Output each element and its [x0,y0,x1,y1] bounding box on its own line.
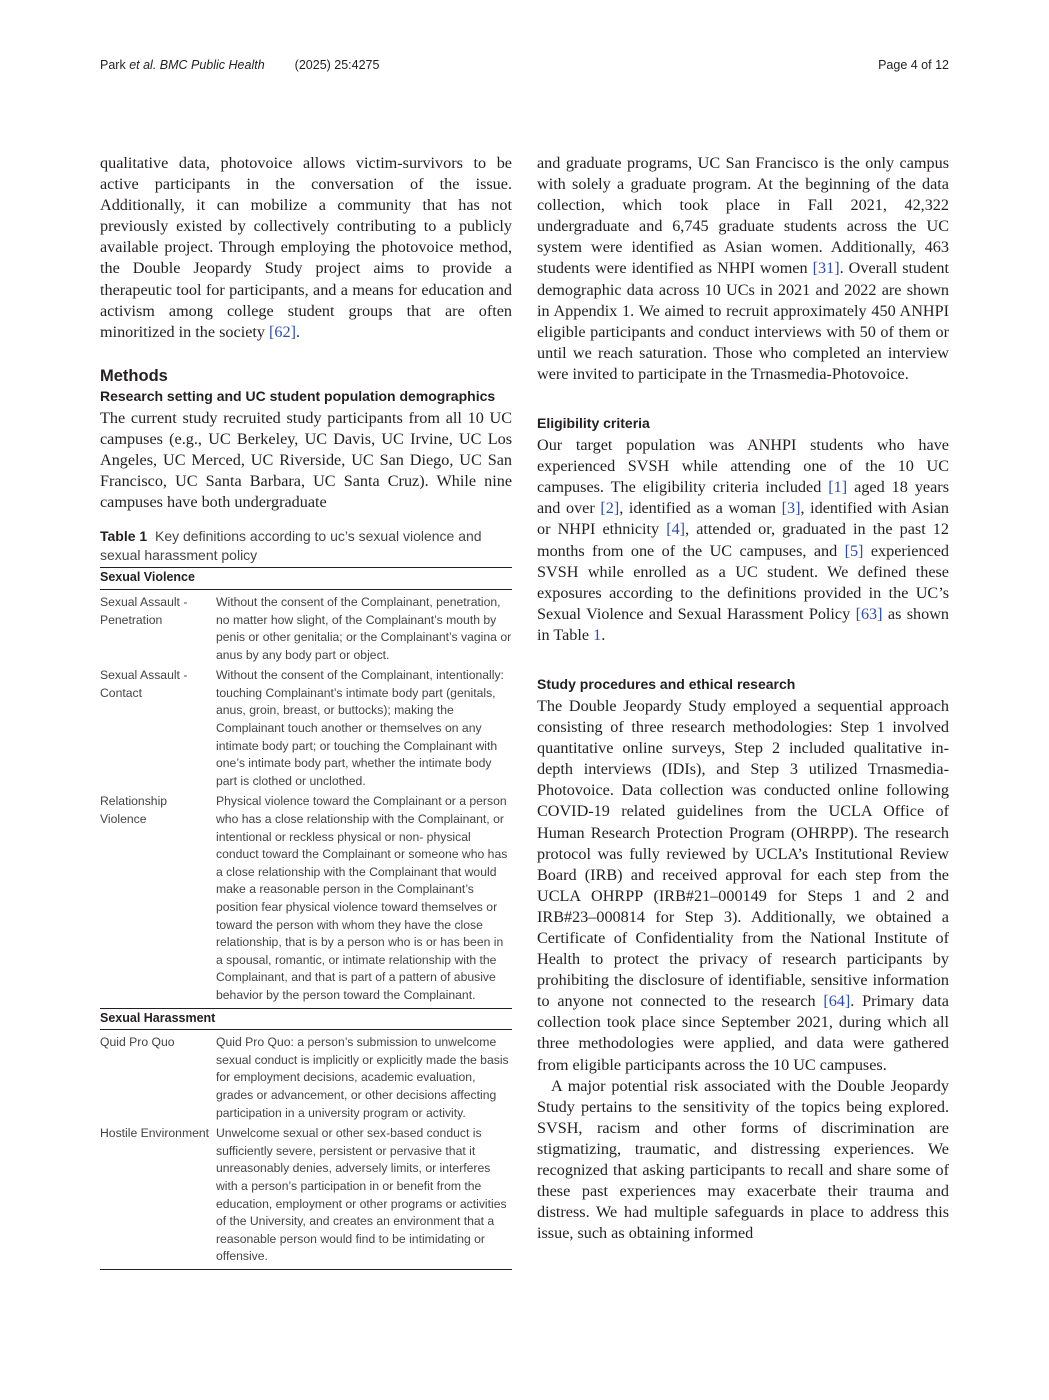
table-definition: Without the consent of the Complainant, penetration, no matter how slight, of the Complainant’s mouth by penis or other genitalia; or the Complainant’s vagina or anus by any body part or object. [216,594,512,662]
header-citation [100,58,379,72]
table-group-row [100,1008,512,1030]
table-row [100,1125,512,1269]
citation-link[interactable]: [1] [828,478,848,497]
citation-link[interactable]: [64] [823,992,851,1011]
citation-link[interactable]: [31] [812,259,840,278]
table-definition: Physical violence toward the Complainant or a person who has a close relationship with the Complainant, or intentional or reckless physical or non- physical conduct toward the Complainant or someone who has a close relationship with the Complainant that would make a reasonable person in the Complainant’s position fear physical violence toward themselves or toward the person with whom they have the close relationship, that is by a person who is or has been in a spousal, romantic, or intimate relationship with the Complainant, and that is part of a pattern of abusive behavior by the person toward the Complainant. [216,794,508,1002]
citation-link[interactable]: [62] [269,322,296,341]
page-number: Page 4 of 12 [878,58,949,72]
citation-link[interactable]: [4] [666,520,686,539]
eligibility-heading: Eligibility criteria [537,415,650,432]
table-definition: Quid Pro Quo: a person’s submission to unwelcome sexual conduct is implicitly or explicitly made the basis for employment decisions, academic evaluation, grades or advancement, or other decisions affecting participation in a university program or activity. [216,1035,509,1120]
demographics-paragraph: and graduate programs, UC San Francisco is the only campus with solely a graduate program. At the beginning of the data collection, which took place in Fall 2021, 42,322 undergraduate and 6,745 graduate students across the UC system were identified as Asian women. Additionally, 463 students were identified as NHPI women [31]. Overall student demographic data across 10 UCs in 2021 and 2022 are shown in Appendix 1. We aimed to recruit approximately 450 ANHPI eligible participants and conduct interviews with 50 of them or until we reach saturation. Those who completed an interview were invited to participate in the Trnasmedia-Photovoice. [537,154,949,383]
table-row [100,667,512,793]
header-journal: et al. BMC Public Health [129,58,265,72]
table-caption [100,527,512,565]
citation-link[interactable]: [63] [855,604,883,623]
table-group-row [100,568,512,590]
citation-link[interactable]: [3] [781,499,801,518]
table-term: Hostile Environment [100,1126,210,1141]
table-term: Quid Pro Quo [100,1035,175,1050]
table-group-heading: Sexual Violence [100,568,512,590]
risk-paragraph: A major potential risk associated with the Double Jeopardy Study pertains to the sensitivity of the topics being explored. SVSH, racism and other forms of discrimination are stigmatizing, traumatic, and distressing experiences. We recognized that asking participants to recall and share some of these past experiences may exacerbate their trauma and distress. We had multiple safeguards in place to address this issue, such as obtaining informed [537,1076,949,1243]
table-term: Sexual Assault - Contact [100,668,188,700]
table-term: Relationship Violence [100,794,168,827]
table-caption-text: Key definitions according to uc’s sexual violence and sexual harassment policy [100,528,482,564]
methods-heading: Methods [100,366,168,385]
right-column [537,153,949,1244]
procedures-heading: Study procedures and ethical research [537,675,796,692]
table-term: Sexual Assault - Penetration [100,594,188,627]
table-row [100,1030,512,1125]
header-volume: (2025) 25:4275 [294,58,380,72]
left-column [100,153,512,1270]
procedures-paragraph: The Double Jeopardy Study employed a sequential approach consisting of three research methodologies: Step 1 involved quantitative online surveys, Step 2 included qualitative in-depth interviews (IDIs), and Step 3 utilized Trnasmedia-Photovoice. Data collection was conducted online following COVID-19 related guidelines from the UCLA Office of Human Research Protection Program (OHRPP). The research protocol was fully reviewed by UCLA’s Institutional Review Board (IRB) and received approval for each step from the UCLA OHRPP (IRB#21–000149 for Steps 1 and 2 and IRB#23–000814 for Step 3). Additionally, we obtained a Certificate of Confidentiality from the National Institute of Health to protect the privacy of research participants by prohibiting the disclosure of identifiable, sensitive information to anyone not connected to the research [64]. Primary data collection took place since September 2021, during which all three methodologies were applied, and data were gathered from eligible participants across the 10 UC campuses. [537,696,949,1074]
citation-link[interactable]: [2] [600,499,620,518]
citation-link[interactable]: [5] [844,541,864,560]
table-1 [100,527,512,1270]
header-authors: Park [100,58,130,72]
citation-link[interactable]: 1 [593,625,602,644]
research-setting-heading: Research setting and UC student population demographics [100,387,496,404]
eligibility-paragraph: Our target population was ANHPI students who have experienced SVSH while attending one of the 10 UC campuses. The eligibility criteria included [1] aged 18 years and over [2], identified as a woman [3], identified with Asian or NHPI ethnicity [4], attended or, graduated in the past 12 months from one of the UC campuses, and [5] experienced SVSH while enrolled as a UC student. We defined these exposures according to the definitions provided in the UC’s Sexual Violence and Sexual Harassment Policy [63] as shown in Table 1. [537,436,950,644]
table-label: Table 1 [100,528,148,545]
definitions-table [100,567,512,1270]
table-row [100,589,512,667]
table-group-heading: Sexual Harassment [100,1008,512,1030]
table-row [100,793,512,1008]
intro-paragraph: qualitative data, photovoice allows victim-survivors to be active participants in the conversation of the issue. Additionally, it can mobilize a community that has not previously existed by collectively contributing to a publicly available project. Through employing the photovoice method, the Double Jeopardy Study project aims to provide a therapeutic tool for participants, and a means for education and activism among college student groups that are often minoritized in the society [62]. [100,154,512,341]
table-definition: Without the consent of the Complainant, intentionally: touching Complainant’s intimate body part (genitals, anus, groin, breast, or buttocks); making the Complainant touch another or themselves on any intimate body part; or touching the Complainant with one’s intimate body part, whether the intimate body part is clothed or unclothed. [216,668,504,788]
table-definition: Unwelcome sexual or other sex-based conduct is sufficiently severe, persistent or pervasive that it unreasonably denies, adversely limits, or interferes with a person’s participation in or benefit from the education, employment or other programs or activities of the University, and creates an environment that a reasonable person would find to be intimidating or offensive. [216,1126,507,1264]
research-setting-paragraph: The current study recruited study participants from all 10 UC campuses (e.g., UC Berkeley, UC Davis, UC Irvine, UC Los Angeles, UC Merced, UC Riverside, UC San Diego, UC San Francisco, UC Santa Barbara, UC Santa Cruz). While nine campuses have both undergraduate [100,408,512,512]
